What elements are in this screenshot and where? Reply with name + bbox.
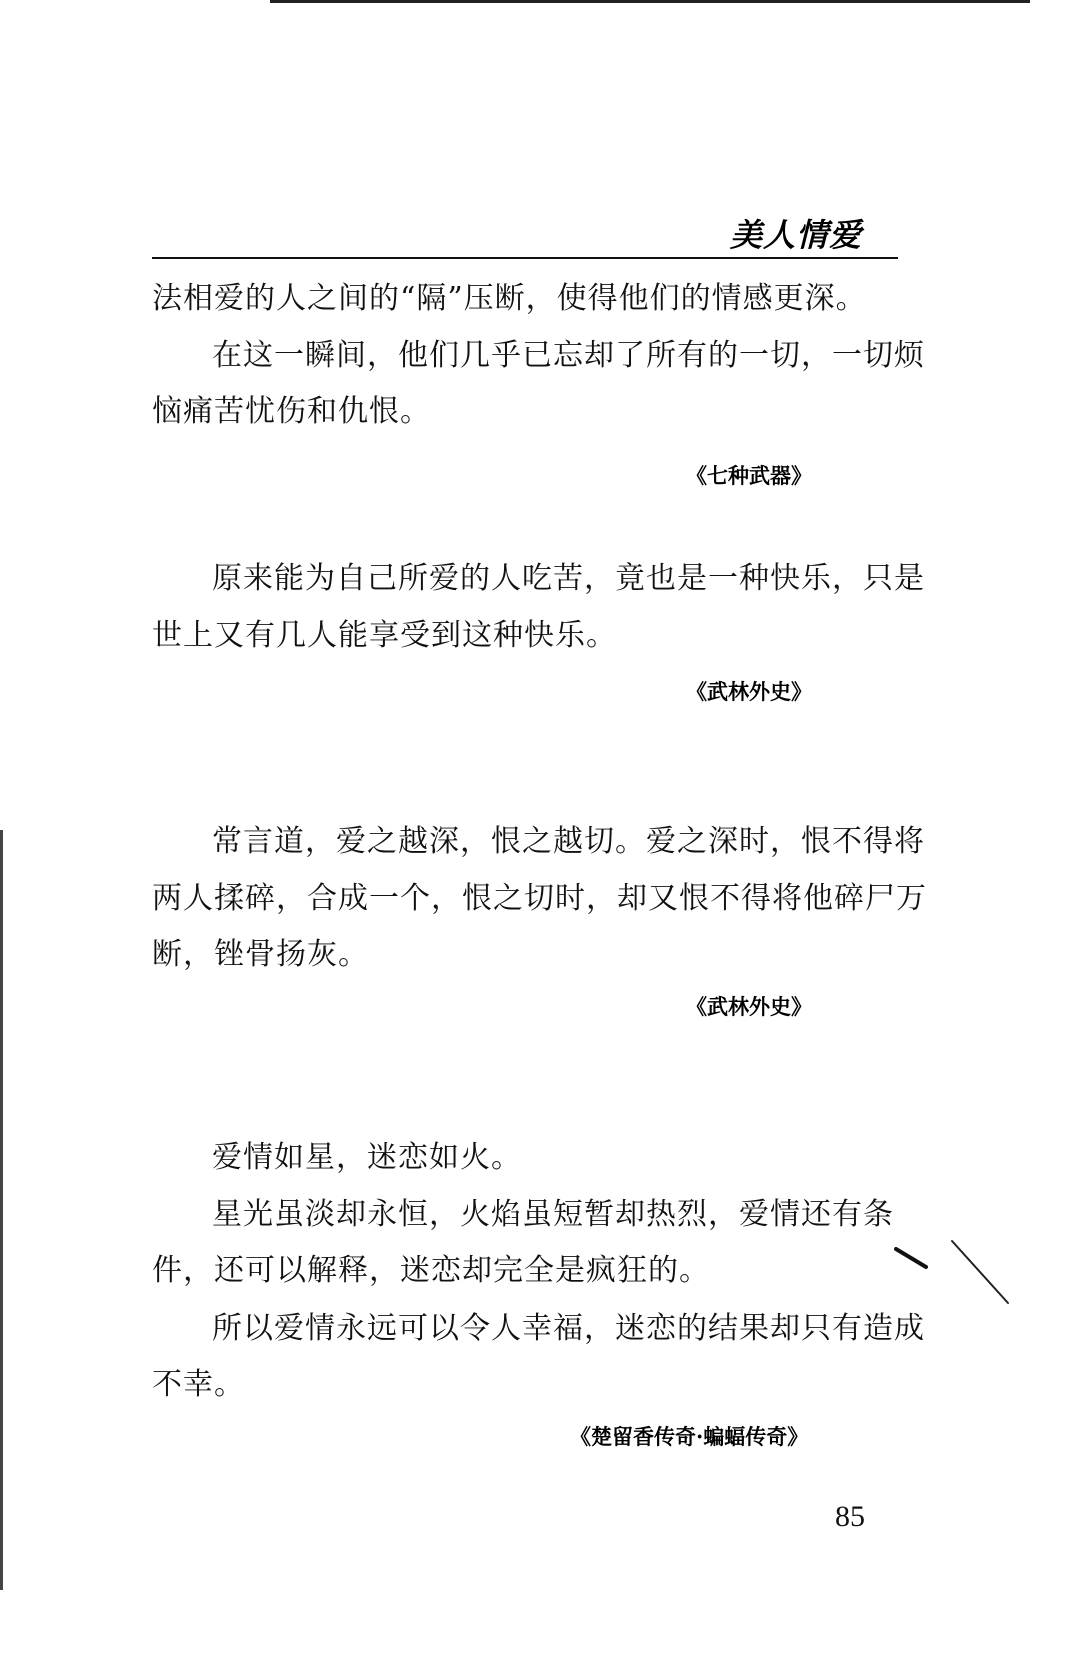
pen-mark-scribble [890, 1235, 1020, 1315]
passage-4-line-3: 件，还可以解释，迷恋却完全是疯狂的。 [152, 1253, 710, 1288]
passage-2-source: 《武林外史》 [686, 679, 812, 704]
header-rule [152, 257, 898, 259]
passage-4-line-2: 星光虽淡却永恒，火焰虽短暂却热烈，爱情还有条 [212, 1197, 894, 1232]
passage-3-line-2: 两人揉碎，合成一个，恨之切时，却又恨不得将他碎尸万 [152, 881, 927, 916]
passage-1-source: 《七种武器》 [686, 463, 812, 488]
passage-3-line-1: 常言道，爱之越深，恨之越切。爱之深时，恨不得将 [212, 824, 925, 859]
passage-1-line-3: 恼痛苦忧伤和仇恨。 [152, 394, 431, 429]
passage-4-source: 《楚留香传奇·蝙蝠传奇》 [570, 1424, 809, 1449]
top-edge-rule [270, 0, 1030, 3]
running-header-title: 美人情爱 [730, 216, 863, 254]
page-number: 85 [835, 1500, 865, 1533]
passage-2-line-2: 世上又有几人能享受到这种快乐。 [152, 618, 617, 653]
left-edge-shadow [0, 830, 3, 1590]
passage-2-line-1: 原来能为自己所爱的人吃苦，竟也是一种快乐，只是 [212, 561, 925, 596]
passage-3-source: 《武林外史》 [686, 994, 812, 1019]
passage-3-line-3: 断，锉骨扬灰。 [152, 937, 369, 972]
passage-4-line-4: 所以爱情永远可以令人幸福，迷恋的结果却只有造成 [212, 1311, 925, 1346]
passage-1-line-1: 法相爱的人之间的“隔”压断，使得他们的情感更深。 [152, 281, 867, 316]
passage-4-line-1: 爱情如星，迷恋如火。 [212, 1140, 522, 1175]
passage-4-line-5: 不幸。 [152, 1367, 245, 1402]
passage-1-line-2: 在这一瞬间，他们几乎已忘却了所有的一切，一切烦 [212, 338, 925, 373]
